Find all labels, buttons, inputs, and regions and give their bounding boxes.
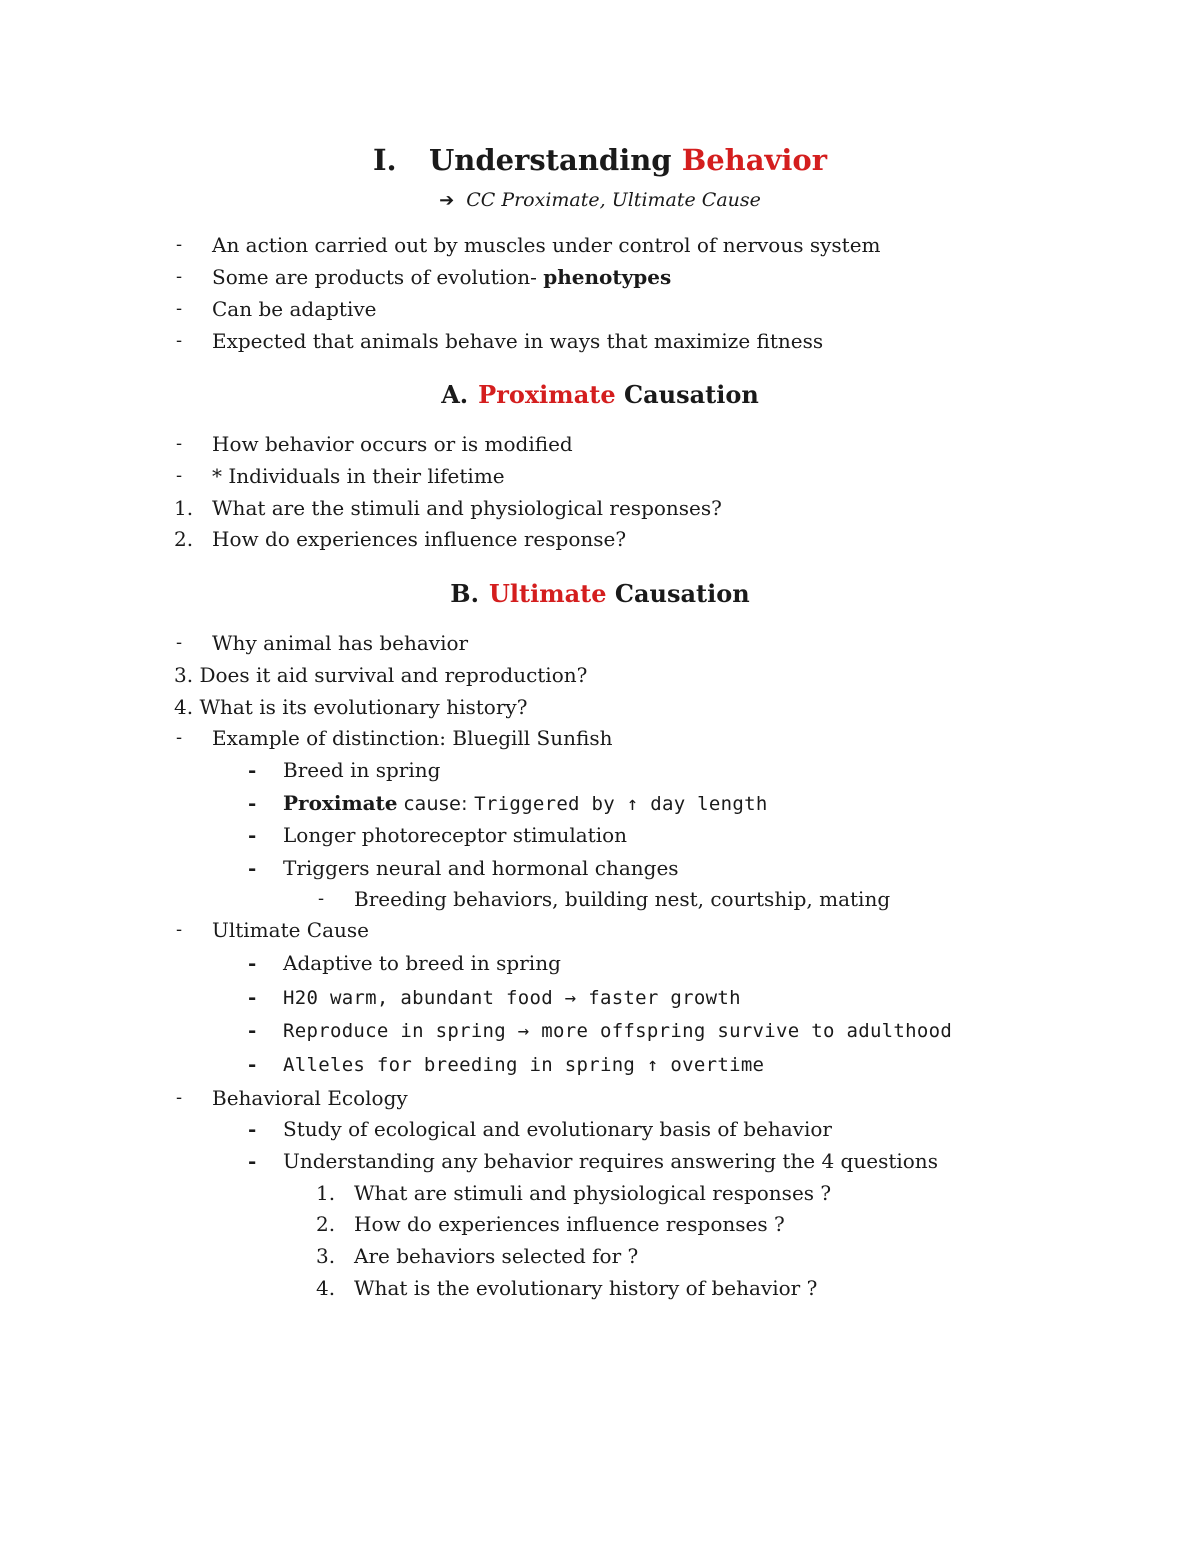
list-item: [176, 723, 613, 753]
list-item-text: Adaptive to breed in spring: [283, 951, 561, 975]
list-item-text: What are stimuli and physiological responses ?: [354, 1181, 832, 1205]
phenotypes-term: phenotypes: [543, 265, 672, 289]
question-item: [316, 1178, 832, 1208]
bold-dash-marker: -: [248, 985, 257, 1009]
list-item-text: Triggers neural and hormonal changes: [283, 856, 679, 880]
bold-dash-marker: -: [248, 951, 257, 975]
dash-marker: -: [176, 298, 183, 319]
bold-dash-marker: -: [248, 823, 257, 847]
bold-dash-marker: -: [248, 1052, 257, 1076]
bold-dash-marker: -: [248, 1117, 257, 1141]
section-letter: A.: [441, 380, 469, 409]
section-b-heading: [0, 576, 1200, 612]
sub-sub-list-item: [318, 884, 891, 914]
section-rest: Causation: [623, 380, 759, 409]
section-highlight: Proximate: [478, 380, 616, 409]
numbered-item: [174, 493, 722, 523]
dash-marker: -: [176, 266, 183, 287]
bold-dash-marker: -: [248, 758, 257, 782]
sub-list-item: [248, 820, 628, 850]
section-highlight: Ultimate: [488, 579, 607, 608]
sub-list-item: [248, 948, 561, 978]
sub-list-item: [248, 982, 741, 1013]
page-title: [0, 138, 1200, 182]
list-item-text: What are the stimuli and physiological responses?: [212, 496, 722, 520]
sub-list-item: [248, 1049, 765, 1080]
bold-dash-marker: -: [248, 1018, 257, 1042]
sub-list-item: [248, 853, 679, 883]
item-number: 1.: [174, 496, 194, 520]
list-item: [176, 1083, 408, 1113]
list-item-text: Breed in spring: [283, 758, 441, 782]
list-item-text: Reproduce in spring → more offspring survive to adulthood: [283, 1020, 953, 1042]
dash-marker: -: [176, 433, 183, 454]
question-item: [316, 1241, 639, 1271]
sub-list-item: [248, 1114, 832, 1144]
list-item: [176, 262, 672, 292]
numbered-question: 4. What is its evolutionary history?: [174, 695, 528, 719]
dash-marker: -: [318, 888, 325, 909]
dash-marker: -: [176, 727, 183, 748]
dash-marker: -: [176, 465, 183, 486]
item-number: 2.: [174, 527, 194, 551]
list-item-text: Understanding any behavior requires answering the 4 questions: [283, 1149, 938, 1173]
bold-dash-marker: -: [248, 1149, 257, 1173]
list-item-text: Ultimate Cause: [212, 918, 370, 942]
list-item-text: How do experiences influence response?: [212, 527, 627, 551]
question-item: [316, 1209, 785, 1239]
list-item-text: What is the evolutionary history of behavior ?: [354, 1276, 818, 1300]
list-item: [176, 294, 377, 324]
list-item: [176, 230, 881, 260]
numbered-item: [174, 524, 627, 554]
item-number: 2.: [316, 1212, 336, 1236]
item-number: 3.: [316, 1244, 336, 1268]
dash-marker: -: [176, 632, 183, 653]
list-item-text: Study of ecological and evolutionary basis of behavior: [283, 1117, 832, 1141]
dash-marker: -: [176, 919, 183, 940]
title-text: Understanding: [428, 143, 672, 177]
dash-marker: -: [176, 330, 183, 351]
sub-list-item: [248, 788, 768, 819]
cause-label: cause:: [397, 793, 475, 815]
list-item-text: Are behaviors selected for ?: [354, 1244, 639, 1268]
section-rest: Causation: [614, 579, 750, 608]
list-item: [176, 915, 370, 945]
list-item-text: Expected that animals behave in ways that maximize fitness: [212, 329, 824, 353]
arrow-icon: ➔: [439, 190, 455, 211]
dash-marker: -: [176, 234, 183, 255]
sub-list-item: [248, 1015, 953, 1046]
list-item: [176, 628, 469, 658]
list-item-text: Breeding behaviors, building nest, courtship, mating: [354, 887, 891, 911]
list-item-text: Example of distinction: Bluegill Sunfish: [212, 726, 613, 750]
list-item-text: Can be adaptive: [212, 297, 377, 321]
title-highlight: Behavior: [681, 143, 828, 177]
list-item: [176, 429, 573, 459]
section-a-heading: [0, 377, 1200, 413]
list-item-text: Behavioral Ecology: [212, 1086, 408, 1110]
sub-list-item: [248, 1146, 938, 1176]
proximate-term: Proximate: [283, 791, 398, 815]
title-numeral: I.: [372, 143, 397, 177]
item-number: 1.: [316, 1181, 336, 1205]
list-item-text: How do experiences influence responses ?: [354, 1212, 785, 1236]
list-item-text: Why animal has behavior: [212, 631, 469, 655]
bold-dash-marker: -: [248, 791, 257, 815]
list-item-text: Longer photoreceptor stimulation: [283, 823, 628, 847]
list-item: [176, 326, 824, 356]
list-item-text: Some are products of evolution-: [212, 265, 544, 289]
bold-dash-marker: -: [248, 856, 257, 880]
section-letter: B.: [450, 579, 479, 608]
list-item-text: Triggered by ↑ day length: [474, 793, 768, 815]
sub-list-item: [248, 755, 441, 785]
list-item-text: An action carried out by muscles under control of nervous system: [212, 233, 881, 257]
subtitle: [0, 185, 1200, 216]
list-item-text: How behavior occurs or is modified: [212, 432, 573, 456]
item-number: 4.: [316, 1276, 336, 1300]
list-item-text: * Individuals in their lifetime: [212, 464, 505, 488]
dash-marker: -: [176, 1087, 183, 1108]
subtitle-text: CC Proximate, Ultimate Cause: [466, 189, 761, 211]
list-item: [176, 461, 505, 491]
list-item-text: Alleles for breeding in spring ↑ overtime: [283, 1054, 765, 1076]
numbered-question: 3. Does it aid survival and reproduction?: [174, 663, 588, 687]
list-item-text: H20 warm, abundant food → faster growth: [283, 987, 741, 1009]
question-item: [316, 1273, 818, 1303]
